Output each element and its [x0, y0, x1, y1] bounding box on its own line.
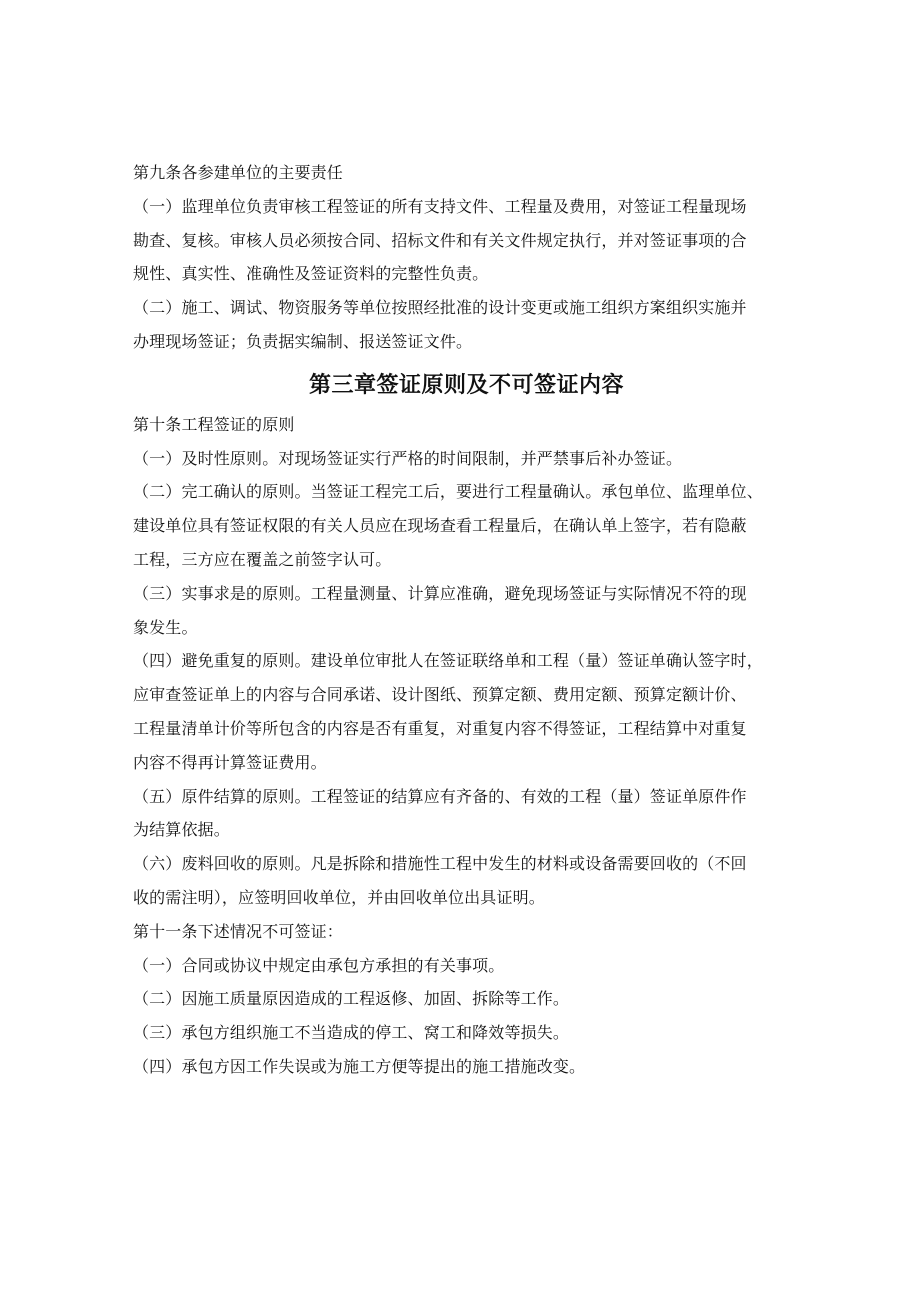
paragraph-line: 勘查、复核。审核人员必须按合同、招标文件和有关文件规定执行，并对签证事项的合	[133, 230, 747, 250]
paragraph-line: （五）原件结算的原则。工程签证的结算应有齐备的、有效的工程（量）签证单原件作	[133, 786, 747, 806]
paragraph-line: （一）监理单位负责审核工程签证的所有支持文件、工程量及费用，对签证工程量现场	[133, 196, 747, 216]
paragraph-line: 办理现场签证；负责据实编制、报送签证文件。	[133, 331, 473, 351]
article-heading: 第十条工程签证的原则	[133, 414, 295, 434]
article-10-item-1	[133, 442, 800, 476]
article-10	[133, 408, 800, 915]
paragraph-line: （六）废料回收的原则。凡是拆除和措施性工程中发生的材料或设备需要回收的（不回	[133, 854, 747, 874]
paragraph-line: 收的需注明），应签明回收单位，并由回收单位出具证明。	[133, 887, 545, 907]
paragraph-line: （一）合同或协议中规定由承包方承担的有关事项。	[133, 955, 505, 975]
paragraph-line: 规性、真实性、准确性及签证资料的完整性负责。	[133, 264, 489, 284]
article-10-item-2	[133, 475, 800, 576]
article-9-item-1	[133, 190, 800, 291]
article-10-item-3	[133, 577, 800, 645]
paragraph-line: 象发生。	[133, 617, 198, 637]
paragraph-line: （一）及时性原则。对现场签证实行严格的时间限制，并严禁事后补办签证。	[133, 448, 683, 468]
article-heading: 第九条各参建单位的主要责任	[133, 163, 343, 182]
paragraph-line: （四）承包方因工作失误或为施工方便等提出的施工措施改变。	[133, 1056, 586, 1076]
article-10-item-4	[133, 644, 800, 779]
article-10-item-5	[133, 780, 800, 848]
paragraph-line: （二）施工、调试、物资服务等单位按照经批准的设计变更或施工组织方案组织实施并	[133, 298, 747, 318]
article-9	[133, 156, 800, 359]
paragraph-line: 建设单位具有签证权限的有关人员应在现场查看工程量后，在确认单上签字，若有隐蔽	[133, 516, 747, 536]
paragraph-line: 工程量清单计价等所包含的内容是否有重复，对重复内容不得签证，工程结算中对重复	[133, 718, 747, 738]
article-heading: 第十一条下述情况不可签证：	[133, 921, 343, 941]
chapter-title: 第三章签证原则及不可签证内容	[308, 371, 624, 398]
paragraph-line: （四）避免重复的原则。建设单位审批人在签证联络单和工程（量）签证单确认签字时，	[133, 651, 763, 671]
paragraph-line: 内容不得再计算签证费用。	[133, 752, 327, 772]
paragraph-line: （三）实事求是的原则。工程量测量、计算应准确，避免现场签证与实际情况不符的现	[133, 583, 747, 603]
article-9-item-2	[133, 291, 800, 359]
article-11	[133, 915, 800, 1084]
paragraph-line: 工程，三方应在覆盖之前签字认可。	[133, 549, 392, 569]
article-10-item-6	[133, 847, 800, 915]
paragraph-line: （二）完工确认的原则。当签证工程完工后，要进行工程量确认。承包单位、监理单位、	[133, 482, 763, 502]
paragraph-line: （二）因施工质量原因造成的工程返修、加固、拆除等工作。	[133, 989, 570, 1009]
paragraph-line: （三）承包方组织施工不当造成的停工、窝工和降效等损失。	[133, 1023, 570, 1043]
paragraph-line: 为结算依据。	[133, 820, 230, 840]
paragraph-line: 应审查签证单上的内容与合同承诺、设计图纸、预算定额、费用定额、预算定额计价、	[133, 685, 747, 705]
